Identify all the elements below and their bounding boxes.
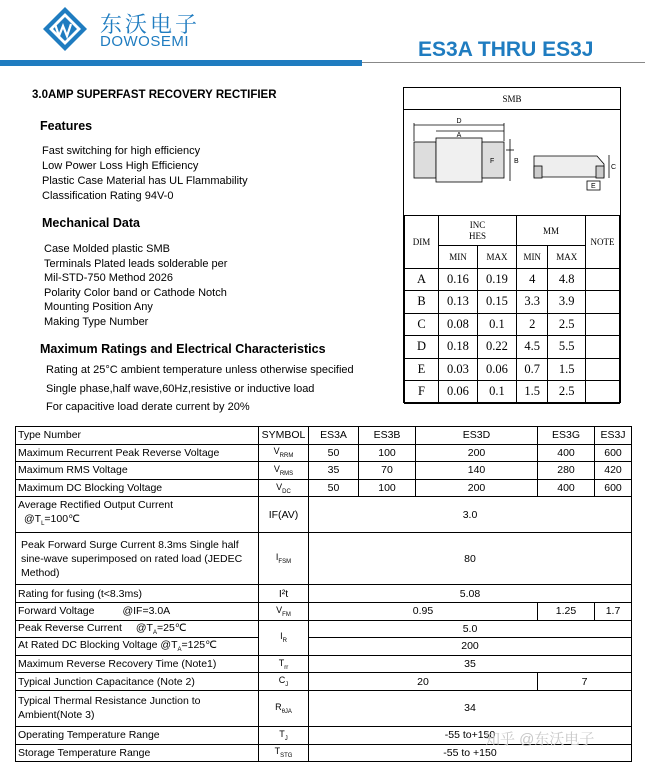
table-row [16, 620, 632, 638]
value-cell: 140 [416, 462, 538, 480]
symbol-sub: rr [284, 664, 289, 671]
dim-cell: 0.22 [477, 336, 516, 359]
cond-text: =100℃ [44, 513, 80, 526]
dim-cell: A [405, 268, 439, 291]
type-number-header: Type Number [16, 427, 259, 445]
param-label: Storage Temperature Range [16, 744, 259, 762]
symbol-cell [259, 690, 309, 726]
package-name: SMB [502, 94, 522, 104]
symbol-main: V [273, 446, 280, 457]
symbol-cell [259, 726, 309, 744]
value-cell: 3.0 [309, 497, 632, 533]
symbol-sub: STG [280, 753, 293, 760]
dim-cell: 0.1 [477, 313, 516, 336]
cond-text: @T [135, 621, 153, 634]
dim-row [405, 313, 620, 336]
value-cell: 35 [309, 655, 632, 673]
symbol-main: R [275, 702, 282, 713]
param-cond [18, 512, 256, 531]
mechanical-item: Making Type Number [44, 315, 149, 328]
min-header: MIN [439, 246, 478, 269]
package-outline-box [403, 87, 621, 403]
symbol-main: V [276, 481, 283, 492]
table-row [16, 444, 632, 462]
mechanical-item: Mil-STD-750 Method 2026 [44, 272, 174, 284]
value-cell: 100 [359, 444, 416, 462]
dim-cell: 1.5 [516, 381, 548, 404]
dim-cell: 0.15 [477, 291, 516, 314]
dim-cell: 0.13 [439, 291, 478, 314]
param-text: At Rated DC Blocking Voltage @T [18, 639, 178, 652]
value-cell: 35 [309, 462, 359, 480]
dim-cell: 0.06 [439, 381, 478, 404]
param-label: Typical Junction Capacitance (Note 2) [16, 673, 259, 691]
value-cell: 70 [359, 462, 416, 480]
part-header: ES3B [359, 427, 416, 445]
param-label [16, 497, 259, 533]
dowosemi-logo-icon [42, 6, 88, 52]
product-subtitle: 3.0AMP SUPERFAST RECOVERY RECTIFIER [32, 89, 277, 101]
value-cell: 280 [538, 462, 595, 480]
symbol-main: I [280, 631, 283, 642]
dim-row [405, 291, 620, 314]
watermark: 知乎 @东沃电子 [485, 731, 595, 748]
table-header-row [16, 427, 632, 445]
dim-cell: 3.3 [516, 291, 548, 314]
dim-cell: 4 [516, 268, 548, 291]
part-header: ES3D [416, 427, 538, 445]
mechanical-item: Polarity Color band or Cathode Notch [44, 286, 227, 299]
table-row [16, 673, 632, 691]
param-text: Peak Reverse Current [18, 621, 122, 634]
drawing-label-e: E [591, 183, 596, 190]
dim-cell: 0.1 [477, 381, 516, 404]
cond-text: =125℃ [181, 639, 217, 652]
value-cell: 600 [595, 444, 632, 462]
dim-cell: 4.8 [548, 268, 586, 291]
param-cond: @IF=3.0A [122, 605, 171, 618]
package-drawing [404, 111, 620, 214]
dim-cell: 0.7 [516, 358, 548, 381]
dim-cell: 2 [516, 313, 548, 336]
drawing-label-b: B [514, 158, 519, 165]
symbol-cell [259, 444, 309, 462]
value-cell: 400 [538, 444, 595, 462]
dim-cell: 4.5 [516, 336, 548, 359]
dim-cell [586, 313, 620, 336]
symbol-header: SYMBOL [259, 427, 309, 445]
dim-row [405, 381, 620, 404]
dim-header: DIM [405, 216, 439, 269]
symbol-sub: RMS [279, 470, 294, 477]
symbol-cell [259, 673, 309, 691]
table-row [16, 462, 632, 480]
drawing-label-c: C [611, 164, 617, 171]
dim-cell: 2.5 [548, 381, 586, 404]
value-cell: -55 to +150 [309, 744, 632, 762]
dim-cell [586, 381, 620, 404]
ratings-notes [46, 363, 354, 419]
part-title: ES3A THRU ES3J [418, 38, 594, 61]
value-cell: 7 [538, 673, 632, 691]
value-cell: 34 [309, 690, 632, 726]
value-cell: 1.25 [538, 602, 595, 620]
symbol-cell [259, 744, 309, 762]
value-cell: 80 [309, 533, 632, 585]
param-label: Maximum DC Blocking Voltage [16, 479, 259, 497]
dim-cell: 0.06 [477, 358, 516, 381]
mechanical-item: Mounting Position Any [44, 301, 153, 313]
param-label [16, 620, 259, 638]
feature-item: Plastic Case Material has UL Flammability [42, 175, 248, 187]
cond-text: =25℃ [156, 621, 187, 634]
value-cell: 200 [416, 444, 538, 462]
symbol-sub: FSM [278, 559, 292, 566]
max-header: MAX [477, 246, 516, 269]
table-row [16, 479, 632, 497]
table-row [16, 602, 632, 620]
value-cell: 400 [538, 479, 595, 497]
param-label: Maximum Reverse Recovery Time (Note1) [16, 655, 259, 673]
dim-cell: D [405, 336, 439, 359]
value-cell: 50 [309, 479, 359, 497]
symbol-sub: θJA [281, 708, 292, 715]
symbol-main: T [279, 728, 285, 739]
feature-item: Fast switching for high efficiency [42, 145, 201, 157]
part-header: ES3J [595, 427, 632, 445]
table-row [16, 638, 632, 656]
ratings-note: For capacitive load derate current by 20% [46, 401, 250, 413]
symbol-main: V [273, 464, 280, 475]
dim-cell: 2.5 [548, 313, 586, 336]
param-label: Maximum RMS Voltage [16, 462, 259, 480]
features-list [42, 144, 248, 204]
param-label-line: Average Rectified Output Current [18, 499, 174, 512]
dim-cell [586, 336, 620, 359]
max-header: MAX [548, 246, 586, 269]
value-cell: 20 [309, 673, 538, 691]
dim-cell: E [405, 358, 439, 381]
dim-cell [586, 268, 620, 291]
param-label: Maximum Recurrent Peak Reverse Voltage [16, 444, 259, 462]
param-label [16, 638, 259, 656]
symbol-sub: J [284, 735, 288, 742]
symbol-cell [259, 462, 309, 480]
ratings-heading: Maximum Ratings and Electrical Characteristics [40, 342, 326, 356]
table-row [16, 655, 632, 673]
value-cell: 5.0 [309, 620, 632, 638]
param-text: Forward Voltage [18, 605, 95, 618]
inches-header: INC HES [439, 216, 517, 246]
table-row [16, 690, 632, 726]
dim-row [405, 358, 620, 381]
cond-sub: A [177, 647, 182, 654]
part-header: ES3G [538, 427, 595, 445]
dim-row [405, 336, 620, 359]
dim-cell: C [405, 313, 439, 336]
symbol-main: T [274, 746, 281, 757]
symbol-cell: IF(AV) [259, 497, 309, 533]
features-heading: Features [40, 119, 93, 133]
feature-item: Classification Rating 94V-0 [42, 190, 174, 202]
dim-cell: 0.03 [439, 358, 478, 381]
note-header: NOTE [586, 216, 620, 269]
mechanical-list [44, 242, 227, 329]
symbol-cell: I²t [259, 585, 309, 603]
symbol-main: T [278, 657, 285, 668]
symbol-sub: DC [282, 488, 291, 495]
value-cell: 200 [309, 638, 632, 656]
table-row [16, 585, 632, 603]
value-cell: 50 [309, 444, 359, 462]
ratings-note: Single phase,half wave,60Hz,resistive or inductive load [46, 382, 315, 395]
drawing-label-f: F [490, 158, 495, 165]
dim-cell: 0.19 [477, 268, 516, 291]
mechanical-item: Terminals Plated leads solderable per [44, 257, 228, 270]
symbol-sub: J [285, 682, 289, 689]
dim-cell: 5.5 [548, 336, 586, 359]
header-accent-bar [0, 60, 362, 66]
param-label: Peak Forward Surge Current 8.3ms Single half sine-wave superimposed on rated load (JEDEC Method) [16, 533, 259, 585]
cond-text: @T [24, 513, 42, 526]
characteristics-table [15, 426, 632, 762]
symbol-cell [259, 620, 309, 655]
value-cell: 420 [595, 462, 632, 480]
package-rule [404, 109, 620, 110]
min-header: MIN [516, 246, 548, 269]
symbol-cell [259, 602, 309, 620]
drawing-label-d: D [456, 118, 462, 125]
mechanical-heading: Mechanical Data [42, 216, 140, 230]
symbol-main: I [275, 552, 279, 563]
dim-cell: 0.18 [439, 336, 478, 359]
dim-cell [586, 291, 620, 314]
brand-name-cn: 东沃电子 [100, 13, 201, 38]
dimension-table [404, 215, 620, 404]
dim-cell [586, 358, 620, 381]
part-header: ES3A [309, 427, 359, 445]
symbol-main: V [276, 604, 283, 615]
value-cell: 5.08 [309, 585, 632, 603]
dim-cell: 3.9 [548, 291, 586, 314]
value-cell: -55 to+150 [309, 726, 632, 744]
symbol-cell [259, 533, 309, 585]
dim-row [405, 268, 620, 291]
value-cell: 100 [359, 479, 416, 497]
mechanical-item: Case Molded plastic SMB [44, 243, 170, 255]
dim-cell: 0.16 [439, 268, 478, 291]
symbol-main: C [278, 675, 286, 686]
value-cell: 1.7 [595, 602, 632, 620]
symbol-sub: RRM [279, 453, 294, 460]
dim-cell: F [405, 381, 439, 404]
feature-item: Low Power Loss High Efficiency [42, 160, 199, 172]
ratings-note: Rating at 25°C ambient temperature unless otherwise specified [46, 364, 354, 376]
param-label: Operating Temperature Range [16, 726, 259, 744]
param-label: Typical Thermal Resistance Junction to Ambient(Note 3) [16, 690, 259, 726]
symbol-cell [259, 479, 309, 497]
cond-sub: A [152, 629, 157, 636]
value-cell: 0.95 [309, 602, 538, 620]
drawing-label-a: A [456, 132, 462, 139]
dim-cell: 1.5 [548, 358, 586, 381]
cond-sub: L [41, 521, 45, 528]
dim-cell: B [405, 291, 439, 314]
brand-name-en: DOWOSEMI [100, 33, 189, 50]
value-cell: 600 [595, 479, 632, 497]
symbol-sub: FM [282, 611, 291, 618]
table-row [16, 533, 632, 585]
table-row [16, 497, 632, 533]
dim-cell: 0.08 [439, 313, 478, 336]
param-label [16, 602, 259, 620]
symbol-sub: R [282, 638, 287, 645]
mm-header: MM [516, 216, 585, 246]
param-label: Rating for fusing (t<8.3ms) [16, 585, 259, 603]
value-cell: 200 [416, 479, 538, 497]
symbol-cell [259, 655, 309, 673]
